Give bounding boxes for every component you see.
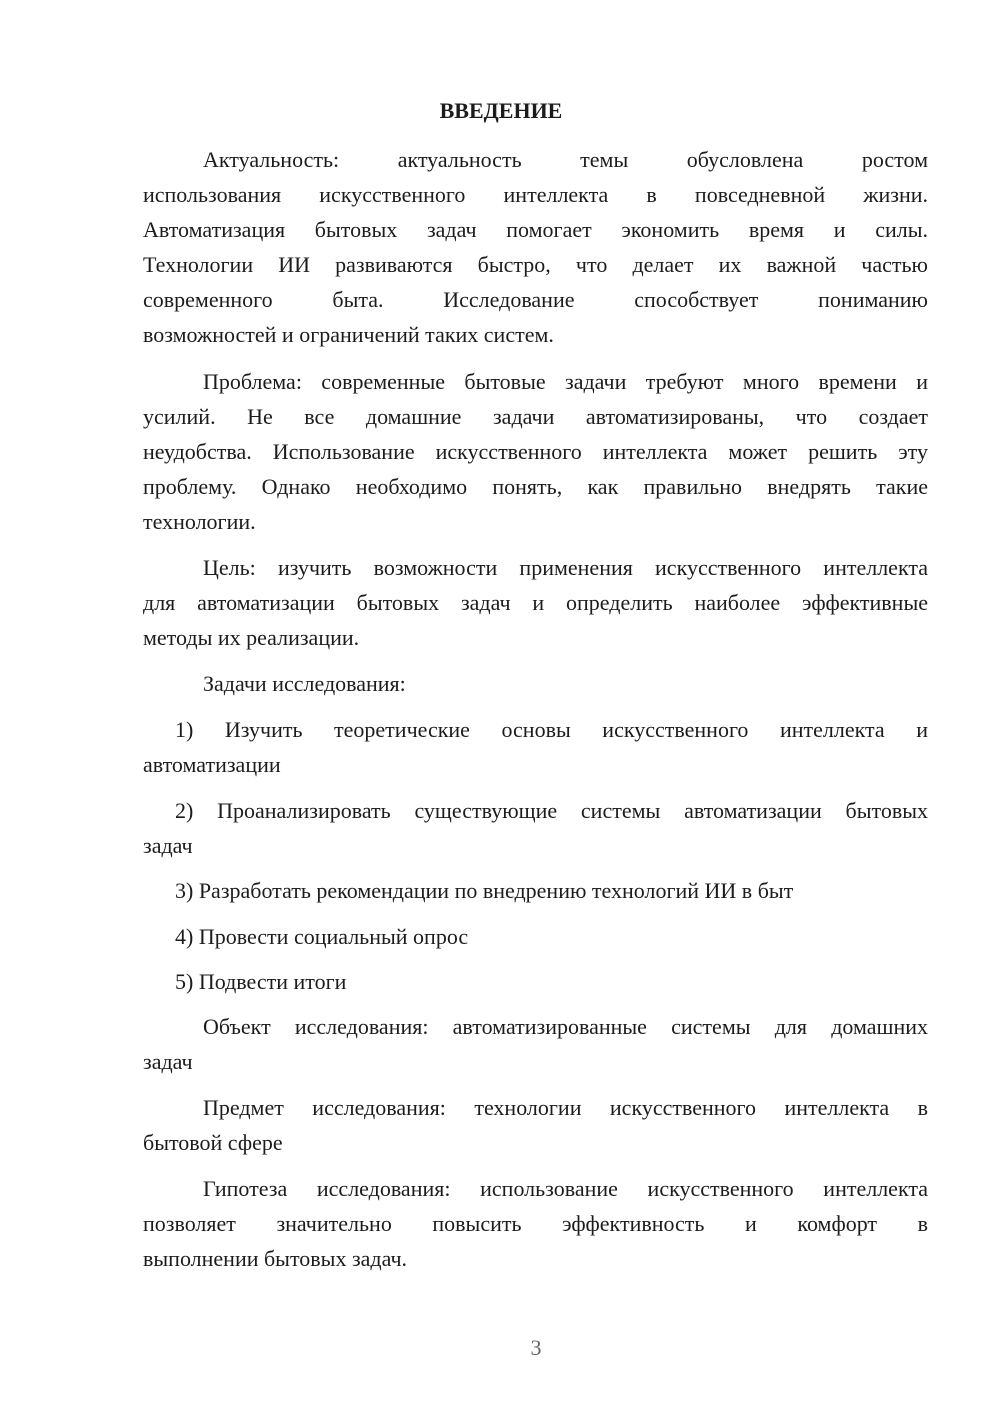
paragraph-line: 4) Провести социальный опрос: [175, 924, 469, 949]
paragraph-line: Гипотеза исследования: использование искусственного интеллекта: [203, 1176, 928, 1201]
paragraph-line: использования искусственного интеллекта в повседневной жизни.: [143, 182, 928, 207]
paragraph-line: Предмет исследования: технологии искусственного интеллекта в: [203, 1095, 928, 1120]
paragraph-goal: [143, 550, 928, 655]
paragraph-problem: [143, 364, 928, 539]
paragraph-line: для автоматизации бытовых задач и определить наиболее эффективные: [143, 590, 928, 615]
task-item-3: [143, 873, 928, 908]
paragraph-line: 3) Разработать рекомендации по внедрению технологий ИИ в быт: [175, 878, 794, 903]
page-number: 3: [530, 1335, 542, 1360]
task-item-1: [143, 712, 928, 782]
paragraph-line: Объект исследования: автоматизированные системы для домашних: [203, 1014, 928, 1039]
task-item-4: [143, 919, 928, 954]
paragraph-line: задач: [143, 833, 193, 858]
paragraph-subject: [143, 1090, 928, 1160]
paragraph-line: Цель: изучить возможности применения искусственного интеллекта: [203, 555, 928, 580]
paragraph-line: современного быта. Исследование способствует пониманию: [143, 287, 928, 312]
paragraph-line: Технологии ИИ развиваются быстро, что делает их важной частью: [143, 252, 928, 277]
paragraph-line: задач: [143, 1049, 193, 1074]
paragraph-relevance: [143, 142, 928, 352]
paragraph-line: усилий. Не все домашние задачи автоматизированы, что создает: [143, 404, 928, 429]
paragraph-line: Задачи исследования:: [203, 671, 406, 696]
paragraph-object: [143, 1009, 928, 1079]
task-item-5: [143, 964, 928, 999]
paragraph-line: возможностей и ограничений таких систем.: [143, 322, 554, 347]
paragraph-line: автоматизации: [143, 752, 281, 777]
paragraph-line: 5) Подвести итоги: [175, 969, 347, 994]
paragraph-line: бытовой сфере: [143, 1130, 283, 1155]
paragraph-tasks-heading: [143, 666, 928, 701]
page-title: ВВЕДЕНИЕ: [439, 98, 563, 123]
paragraph-line: Автоматизация бытовых задач помогает экономить время и силы.: [143, 217, 928, 242]
paragraph-hypothesis: [143, 1171, 928, 1276]
paragraph-line: позволяет значительно повысить эффективность и комфорт в: [143, 1211, 928, 1236]
paragraph-line: Актуальность: актуальность темы обусловлена ростом: [203, 147, 928, 172]
paragraph-line: выполнении бытовых задач.: [143, 1246, 408, 1271]
paragraph-line: проблему. Однако необходимо понять, как правильно внедрять такие: [143, 474, 928, 499]
paragraph-line: технологии.: [143, 509, 256, 534]
task-item-2: [143, 793, 928, 863]
paragraph-line: 2) Проанализировать существующие системы автоматизации бытовых: [175, 798, 928, 823]
paragraph-line: неудобства. Использование искусственного интеллекта может решить эту: [143, 439, 928, 464]
paragraph-line: Проблема: современные бытовые задачи требуют много времени и: [203, 369, 928, 394]
paragraph-line: 1) Изучить теоретические основы искусственного интеллекта и: [175, 717, 928, 742]
paragraph-line: методы их реализации.: [143, 625, 360, 650]
